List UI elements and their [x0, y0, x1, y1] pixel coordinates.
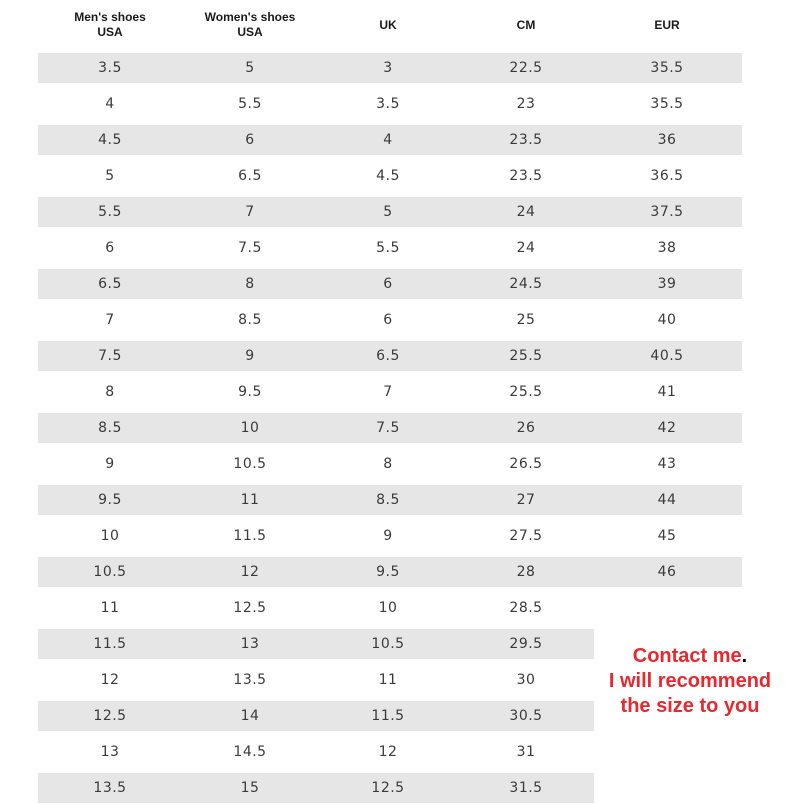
cell-cm: 29.5 — [509, 636, 543, 652]
cell-eur: 39 — [657, 276, 677, 292]
cell-mens-usa: 11.5 — [93, 636, 127, 652]
header-line: EUR — [654, 17, 680, 32]
cell-eur — [596, 734, 738, 770]
table-row — [0, 554, 800, 590]
cell-womens-usa: 6 — [245, 132, 255, 148]
cell-uk: 6 — [383, 276, 393, 292]
table-row — [0, 410, 800, 446]
table-row — [0, 50, 800, 86]
cell-cm: 26.5 — [509, 456, 543, 472]
table-row — [0, 770, 800, 806]
cell-womens-usa: 12 — [240, 564, 260, 580]
cell-eur: 40 — [657, 312, 677, 328]
cell-mens-usa: 12.5 — [93, 708, 127, 724]
header-line: CM — [516, 17, 536, 32]
cell-cm: 26 — [516, 420, 536, 436]
cell-eur: 44 — [657, 492, 677, 508]
contact-line-1 — [580, 644, 800, 669]
cell-eur: 36.5 — [650, 168, 684, 184]
table-row — [0, 338, 800, 374]
header-line: Men's shoes — [74, 10, 146, 24]
cell-mens-usa: 6.5 — [98, 276, 122, 292]
cell-uk: 12.5 — [371, 780, 405, 796]
cell-eur: 40.5 — [650, 348, 684, 364]
cell-mens-usa: 9 — [105, 456, 115, 472]
cell-uk: 4.5 — [376, 168, 400, 184]
table-row — [0, 194, 800, 230]
header-line: USA — [97, 25, 123, 39]
cell-cm: 24 — [516, 240, 536, 256]
cell-womens-usa: 9.5 — [238, 384, 262, 400]
cell-uk: 3.5 — [376, 96, 400, 112]
header-line: USA — [237, 25, 263, 39]
cell-womens-usa: 11.5 — [233, 528, 267, 544]
cell-womens-usa: 8 — [245, 276, 255, 292]
header-line: UK — [379, 17, 397, 32]
cell-womens-usa: 10 — [240, 420, 260, 436]
cell-cm: 24 — [516, 204, 536, 220]
cell-womens-usa: 13 — [240, 636, 260, 652]
cell-uk: 10 — [378, 600, 398, 616]
header-cm — [456, 0, 596, 50]
cell-cm: 28 — [516, 564, 536, 580]
contact-line-3: the size to you — [620, 695, 760, 717]
table-row — [0, 230, 800, 266]
cell-cm: 25 — [516, 312, 536, 328]
header-uk — [318, 0, 458, 50]
cell-cm: 23 — [516, 96, 536, 112]
cell-mens-usa: 4 — [105, 96, 115, 112]
cell-womens-usa: 15 — [240, 780, 260, 796]
cell-cm: 31.5 — [509, 780, 543, 796]
cell-cm: 25.5 — [509, 348, 543, 364]
cell-mens-usa: 10.5 — [93, 564, 127, 580]
cell-uk: 8 — [383, 456, 393, 472]
header-eur — [596, 0, 738, 50]
cell-eur — [596, 590, 738, 626]
cell-uk: 9 — [383, 528, 393, 544]
table-row — [0, 266, 800, 302]
cell-womens-usa: 12.5 — [233, 600, 267, 616]
table-row — [0, 482, 800, 518]
cell-uk: 3 — [383, 60, 393, 76]
header-line: Women's shoes — [204, 10, 296, 24]
cell-eur: 43 — [657, 456, 677, 472]
cell-uk: 8.5 — [376, 492, 400, 508]
cell-cm: 27.5 — [509, 528, 543, 544]
contact-note — [580, 644, 800, 719]
cell-mens-usa: 7.5 — [98, 348, 122, 364]
table-row — [0, 446, 800, 482]
cell-mens-usa: 10 — [100, 528, 120, 544]
table-row — [0, 122, 800, 158]
contact-text: Contact me — [632, 645, 742, 667]
cell-uk: 12 — [378, 744, 398, 760]
cell-cm: 31 — [516, 744, 536, 760]
cell-mens-usa: 8.5 — [98, 420, 122, 436]
cell-eur — [596, 770, 738, 806]
table-row — [0, 302, 800, 338]
cell-uk: 9.5 — [376, 564, 400, 580]
cell-womens-usa: 5.5 — [238, 96, 262, 112]
cell-womens-usa: 8.5 — [238, 312, 262, 328]
cell-uk: 7.5 — [376, 420, 400, 436]
cell-eur: 46 — [657, 564, 677, 580]
table-row — [0, 590, 800, 626]
table-row — [0, 518, 800, 554]
cell-eur: 42 — [657, 420, 677, 436]
cell-eur: 36 — [657, 132, 677, 148]
cell-cm: 28.5 — [509, 600, 543, 616]
cell-uk: 10.5 — [371, 636, 405, 652]
table-row — [0, 374, 800, 410]
cell-eur: 37.5 — [650, 204, 684, 220]
cell-cm: 23.5 — [509, 132, 543, 148]
cell-eur: 35.5 — [650, 96, 684, 112]
cell-mens-usa: 9.5 — [98, 492, 122, 508]
table-row — [0, 158, 800, 194]
table-row — [0, 734, 800, 770]
cell-cm: 25.5 — [509, 384, 543, 400]
cell-uk: 5 — [383, 204, 393, 220]
cell-mens-usa: 11 — [100, 600, 120, 616]
header-mens-usa — [40, 0, 180, 50]
cell-mens-usa: 7 — [105, 312, 115, 328]
cell-uk: 4 — [383, 132, 393, 148]
cell-uk: 5.5 — [376, 240, 400, 256]
cell-womens-usa: 11 — [240, 492, 260, 508]
cell-eur: 35.5 — [650, 60, 684, 76]
cell-womens-usa: 9 — [245, 348, 255, 364]
cell-cm: 30.5 — [509, 708, 543, 724]
cell-cm: 24.5 — [509, 276, 543, 292]
cell-mens-usa: 12 — [100, 672, 120, 688]
cell-mens-usa: 6 — [105, 240, 115, 256]
cell-womens-usa: 14 — [240, 708, 260, 724]
cell-eur: 45 — [657, 528, 677, 544]
cell-uk: 6 — [383, 312, 393, 328]
contact-line-2: I will recommend — [608, 670, 772, 692]
cell-womens-usa: 10.5 — [233, 456, 267, 472]
cell-womens-usa: 14.5 — [233, 744, 267, 760]
cell-uk: 11.5 — [371, 708, 405, 724]
cell-mens-usa: 13 — [100, 744, 120, 760]
cell-eur: 38 — [657, 240, 677, 256]
cell-cm: 23.5 — [509, 168, 543, 184]
contact-period: . — [741, 645, 748, 667]
cell-womens-usa: 6.5 — [238, 168, 262, 184]
cell-uk: 6.5 — [376, 348, 400, 364]
cell-womens-usa: 13.5 — [233, 672, 267, 688]
cell-mens-usa: 13.5 — [93, 780, 127, 796]
cell-uk: 7 — [383, 384, 393, 400]
cell-mens-usa: 5.5 — [98, 204, 122, 220]
cell-mens-usa: 8 — [105, 384, 115, 400]
cell-cm: 30 — [516, 672, 536, 688]
cell-mens-usa: 5 — [105, 168, 115, 184]
cell-womens-usa: 7 — [245, 204, 255, 220]
table-row — [0, 86, 800, 122]
cell-cm: 27 — [516, 492, 536, 508]
header-womens-usa — [180, 0, 320, 50]
cell-uk: 11 — [378, 672, 398, 688]
table-header — [0, 0, 800, 50]
cell-mens-usa: 4.5 — [98, 132, 122, 148]
cell-womens-usa: 7.5 — [238, 240, 262, 256]
cell-eur: 41 — [657, 384, 677, 400]
cell-mens-usa: 3.5 — [98, 60, 122, 76]
cell-cm: 22.5 — [509, 60, 543, 76]
cell-womens-usa: 5 — [245, 60, 255, 76]
